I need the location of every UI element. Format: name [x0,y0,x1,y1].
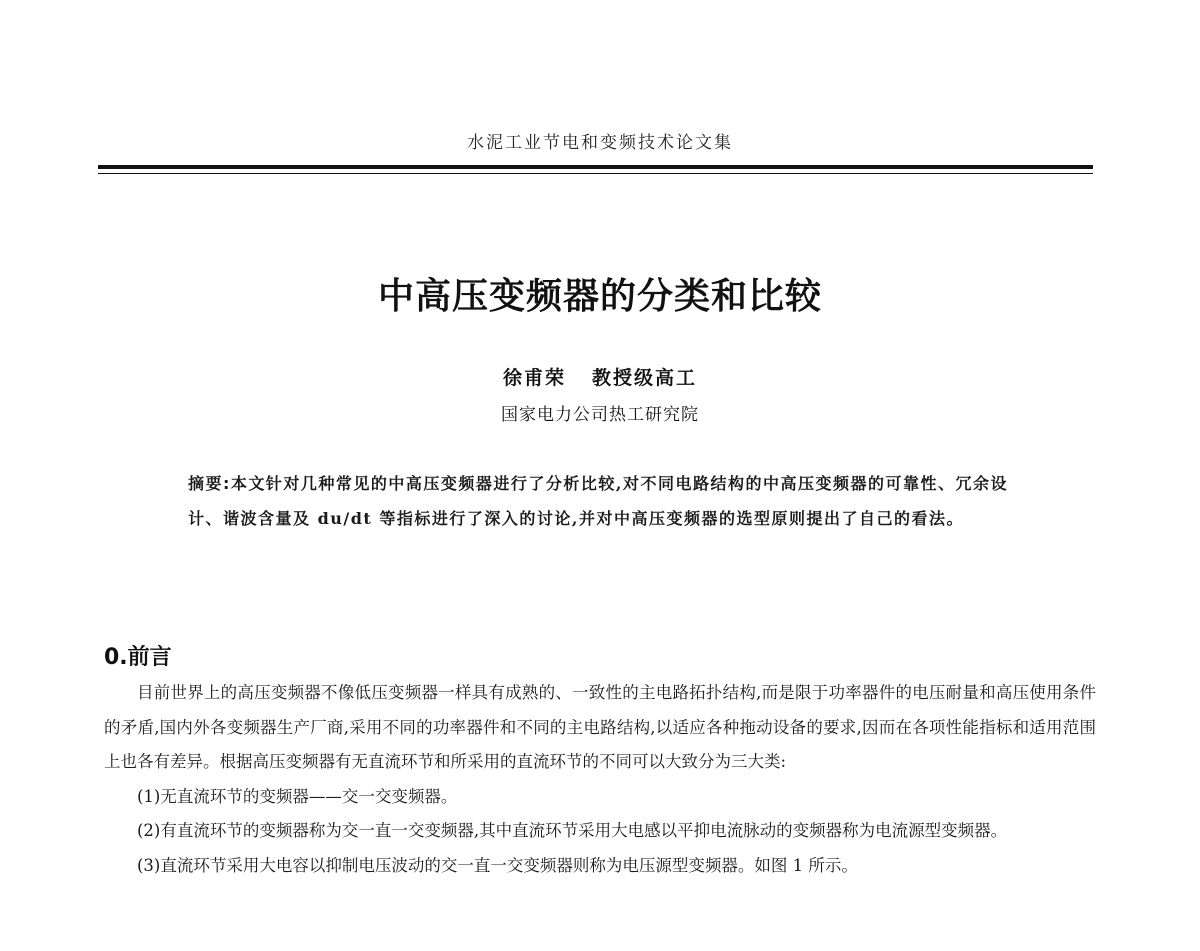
header-rule-thin [98,173,1093,174]
author-line [0,363,1200,390]
abstract [188,466,1018,536]
body-paragraph: 目前世界上的高压变频器不像低压变频器一样具有成熟的、一致性的主电路拓扑结构,而是限于功率器件的电压耐量和高压使用条件的矛盾,国内外各变频器生产厂商,采用不同的功率器件和不同的主电路结构,以适应各种拖动设备的要求,因而在各项性能指标和适用范围上也各有差异。根据高压变频器有无直流环节和所采用的直流环节的不同可以大致分为三大类: [104,683,1096,771]
abstract-text: 本文针对几种常见的中高压变频器进行了分析比较,对不同电路结构的中高压变频器的可靠性、冗余设计、谐波含量及 du/dt 等指标进行了深入的讨论,并对中高压变频器的选型原则提出了自己的看法。 [188,474,1008,528]
author-title: 教授级高工 [592,367,698,389]
abstract-label: 摘要: [188,474,231,493]
body-paragraph: (1)无直流环节的变频器——交一交变频器。 [137,786,458,806]
section-heading: 0.前言 [104,645,172,670]
paper-title: 中高压变频器的分类和比较 [377,276,822,317]
body-paragraph: (2)有直流环节的变频器称为交一直一交变频器,其中直流环节采用大电感以平抑电流脉动的变频器称为电流源型变频器。 [137,821,1008,840]
section-body [104,676,1096,883]
author-name: 徐甫荣 [502,367,566,389]
author-affiliation: 国家电力公司热工研究院 [501,405,699,425]
running-header: 水泥工业节电和变频技术论文集 [467,133,733,153]
header-rule-thick [98,165,1093,169]
body-paragraph: (3)直流环节采用大电容以抑制电压波动的交一直一交变频器则称为电压源型变频器。如图 1 所示。 [137,855,858,875]
